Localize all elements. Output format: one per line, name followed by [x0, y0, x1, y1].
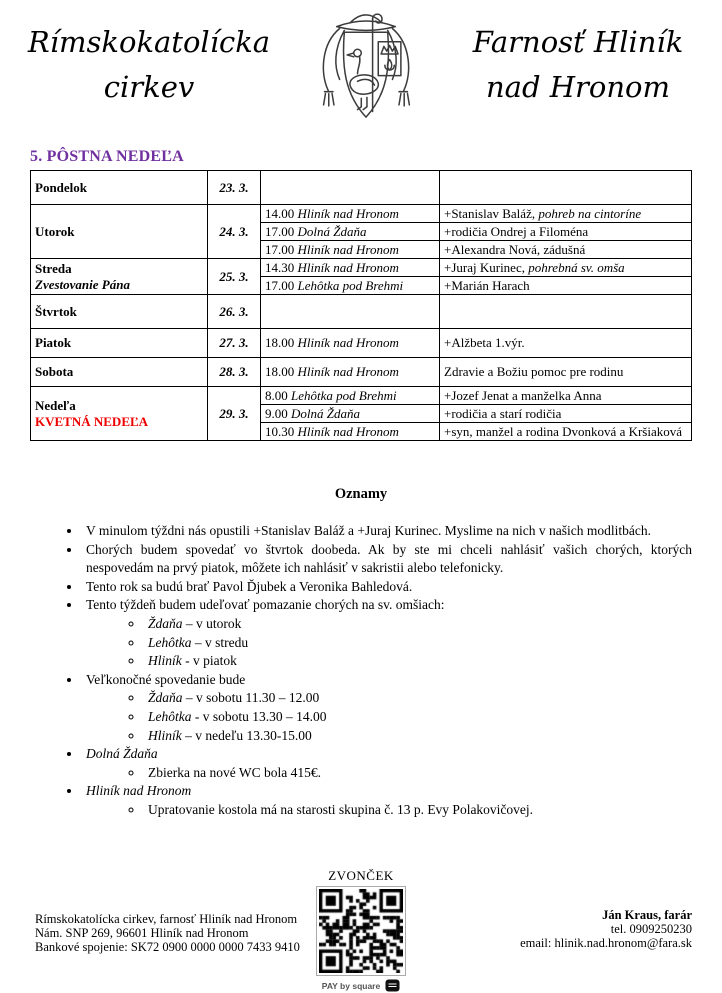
text-segment: pohrebná sv. omša — [528, 259, 625, 275]
announcement-sublist — [86, 689, 692, 745]
mass-place: Dolná Ždaňa — [297, 223, 367, 239]
priest-contact-block — [520, 908, 692, 950]
announcement-item — [82, 596, 692, 670]
text-segment: Lehôtka — [148, 708, 192, 724]
date-cell: 26. 3. — [208, 295, 261, 329]
mass-time: 8.00 — [265, 387, 291, 403]
footer — [0, 866, 722, 993]
intention-cell — [440, 241, 692, 259]
pay-by-square-icon — [385, 979, 400, 992]
parish-name — [437, 4, 719, 110]
donation-qr-block — [316, 868, 406, 992]
mass-time: 17.00 — [265, 223, 298, 239]
day-cell — [31, 295, 208, 329]
day-cell — [31, 259, 208, 295]
announcement-item — [82, 745, 692, 782]
text-segment: +Alexandra Nová, zádušná — [444, 241, 586, 257]
mass-schedule-body — [31, 171, 692, 441]
parish-crest-icon — [295, 4, 437, 136]
time-place-cell — [261, 387, 440, 405]
mass-place: Dolná Ždaňa — [291, 405, 360, 421]
intention-cell — [440, 387, 692, 405]
text-segment: +syn, manžel a rodina Dvonková a Kršiaková — [444, 423, 683, 439]
contact-line-3: Bankové spojenie: SK72 0900 0000 0000 7433 9410 — [35, 940, 300, 954]
announcement-subitem — [144, 689, 692, 708]
text-segment: – v utorok — [182, 615, 242, 631]
text-segment: – v sobotu 11.30 – 12.00 — [182, 690, 320, 706]
time-place-cell — [261, 295, 440, 329]
table-row — [31, 329, 692, 358]
announcement-item — [82, 522, 692, 541]
mass-time: 18.00 — [265, 335, 298, 350]
mass-schedule-table — [30, 170, 692, 441]
mass-time: 10.30 — [265, 423, 298, 439]
table-row — [31, 205, 692, 223]
intention-cell — [440, 295, 692, 329]
day-name: Nedeľa — [35, 397, 76, 413]
intention-cell — [440, 277, 692, 295]
day-name: Streda — [35, 260, 72, 276]
intention-cell — [440, 423, 692, 441]
text-segment: Hliník nad Hronom — [86, 783, 192, 799]
announcement-subitem — [144, 727, 692, 746]
table-row — [31, 171, 692, 205]
announcement-item — [82, 782, 692, 819]
text-segment: Ždaňa — [148, 690, 183, 706]
intention-cell — [440, 171, 692, 205]
day-name: Piatok — [35, 335, 72, 350]
date-cell: 23. 3. — [208, 171, 261, 205]
announcement-subitem — [144, 634, 692, 653]
text-segment: Tento rok sa budú brať Pavol Ďjubek a Veronika Bahledová. — [86, 578, 413, 594]
announcement-sublist — [86, 615, 692, 671]
pay-by-square-label: PAY by square — [321, 980, 381, 991]
announcement-subitem — [144, 764, 692, 783]
text-segment: Zdravie a Božiu pomoc pre rodinu — [444, 364, 624, 379]
day-cell — [31, 358, 208, 387]
priest-phone: tel. 0909250230 — [610, 922, 692, 936]
text-segment: – v stredu — [191, 634, 249, 650]
text-segment: +Alžbeta 1.výr. — [444, 335, 525, 350]
date-cell: 28. 3. — [208, 358, 261, 387]
intention-cell — [440, 205, 692, 223]
mass-place: Hliník nad Hronom — [297, 241, 399, 257]
time-place-cell — [261, 358, 440, 387]
mass-place: Lehôtka pod Brehmi — [297, 277, 404, 293]
mass-time: 9.00 — [265, 405, 291, 421]
text-segment: +rodičia a starí rodičia — [444, 405, 562, 421]
parish-name-line1: Farnosť Hliník — [472, 25, 684, 59]
time-place-cell — [261, 423, 440, 441]
text-segment: Tento týždeň budem udeľovať pomazanie chorých na sv. omšiach: — [86, 597, 445, 613]
text-segment: +Stanislav Baláž, — [444, 205, 539, 221]
text-segment: Lehôtka — [148, 634, 192, 650]
date-cell: 27. 3. — [208, 329, 261, 358]
contact-line-2: Nám. SNP 269, 96601 Hliník nad Hronom — [35, 926, 249, 940]
mass-place: Lehôtka pod Brehmi — [291, 387, 397, 403]
parish-contact-block — [35, 912, 300, 954]
mass-place: Hliník nad Hronom — [297, 364, 399, 379]
table-row — [31, 295, 692, 329]
text-segment: +Juraj Kurinec, — [444, 259, 529, 275]
mass-place: Hliník nad Hronom — [297, 335, 399, 350]
mass-time: 17.00 — [265, 277, 298, 293]
mass-place: Hliník nad Hronom — [297, 205, 399, 221]
text-segment: Chorých budem spovedať vo štvrtok doobeda. Ak by ste mi chceli nahlásiť vašich chorých, ktorých nespovedám na prvý piatok, môžete ich nahlásiť v sakristii alebo telefonicky. — [86, 541, 692, 576]
announcements-list — [30, 522, 692, 820]
date-cell: 29. 3. — [208, 387, 261, 441]
text-segment: +Marián Harach — [444, 277, 530, 293]
date-cell: 24. 3. — [208, 205, 261, 259]
priest-email: email: hlinik.nad.hronom@fara.sk — [520, 936, 692, 950]
header — [0, 0, 722, 136]
text-segment: pohreb na cintoríne — [538, 205, 642, 221]
day-cell — [31, 205, 208, 259]
mass-place: Hliník nad Hronom — [297, 259, 399, 275]
time-place-cell — [261, 405, 440, 423]
page-title: 5. PÔSTNA NEDEĽA — [30, 148, 184, 165]
day-name: Sobota — [35, 364, 74, 379]
date-cell: 25. 3. — [208, 259, 261, 295]
announcement-subitem — [144, 615, 692, 634]
parish-name-line2: nad Hronom — [486, 70, 670, 104]
time-place-cell — [261, 277, 440, 295]
day-note: KVETNÁ NEDEĽA — [35, 413, 149, 429]
day-cell — [31, 387, 208, 441]
intention-cell — [440, 405, 692, 423]
day-cell — [31, 171, 208, 205]
pay-qr-code-image — [319, 889, 403, 973]
announcement-subitem — [144, 652, 692, 671]
text-segment: +Jozef Jenat a manželka Anna — [444, 387, 602, 403]
text-segment: Hliník — [148, 653, 182, 669]
time-place-cell — [261, 259, 440, 277]
text-segment: - v sobotu 13.30 – 14.00 — [191, 708, 327, 724]
time-place-cell — [261, 329, 440, 358]
text-segment: Upratovanie kostola má na starosti skupina č. 13 p. Evy Polakovičovej. — [148, 801, 534, 817]
announcement-sublist — [86, 764, 692, 783]
text-segment: Veľkonočné spovedanie bude — [86, 671, 246, 687]
text-segment: - v piatok — [181, 653, 237, 669]
announcement-sublist — [86, 801, 692, 820]
contact-line-1: Rímskokatolícka cirkev, farnosť Hliník nad Hronom — [35, 912, 298, 926]
intention-cell — [440, 223, 692, 241]
mass-time: 17.00 — [265, 241, 298, 257]
church-name — [3, 4, 295, 110]
text-segment: +rodičia Ondrej a Filoména — [444, 223, 589, 239]
church-name-line2: cirkev — [103, 70, 195, 104]
mass-time: 18.00 — [265, 364, 298, 379]
table-row — [31, 358, 692, 387]
qr-frame — [316, 886, 406, 976]
time-place-cell — [261, 171, 440, 205]
table-row — [31, 259, 692, 277]
announcement-item — [82, 578, 692, 597]
day-name: Štvrtok — [35, 303, 77, 319]
pay-by-square-row — [316, 979, 406, 992]
day-cell — [31, 329, 208, 358]
mass-place: Hliník nad Hronom — [297, 423, 399, 439]
text-segment: Ždaňa — [148, 615, 183, 631]
intention-cell — [440, 329, 692, 358]
day-note: Zvestovanie Pána — [35, 276, 130, 292]
announcement-item — [82, 671, 692, 745]
bell-label: ZVONČEK — [328, 868, 394, 883]
announcement-subitem — [144, 801, 692, 820]
announcement-item — [82, 541, 692, 578]
priest-name: Ján Kraus, farár — [602, 908, 692, 922]
time-place-cell — [261, 223, 440, 241]
text-segment: Hliník — [148, 727, 182, 743]
mass-time: 14.30 — [265, 259, 298, 275]
time-place-cell — [261, 205, 440, 223]
text-segment: V minulom týždni nás opustili +Stanislav Baláž a +Juraj Kurinec. Myslime na nich v našich modlitbách. — [86, 523, 652, 538]
text-segment: Dolná Ždaňa — [86, 746, 158, 762]
announcements-heading: Oznamy — [334, 486, 388, 502]
time-place-cell — [261, 241, 440, 259]
intention-cell — [440, 358, 692, 387]
day-name: Pondelok — [35, 179, 88, 195]
text-segment: – v nedeľu 13.30-15.00 — [181, 727, 312, 743]
text-segment: Zbierka na nové WC bola 415€. — [148, 764, 321, 780]
church-name-line1: Rímskokatolícka — [27, 25, 271, 59]
intention-cell — [440, 259, 692, 277]
table-row — [31, 387, 692, 405]
day-name: Utorok — [35, 223, 75, 239]
mass-time: 14.00 — [265, 205, 298, 221]
announcement-subitem — [144, 708, 692, 727]
